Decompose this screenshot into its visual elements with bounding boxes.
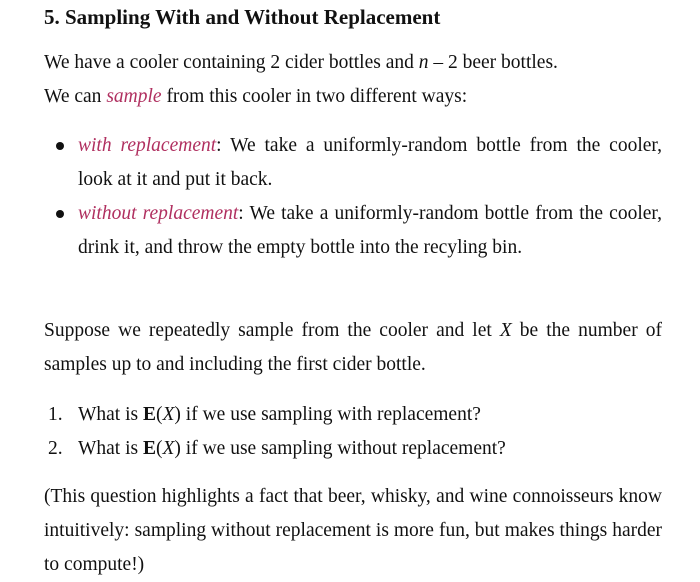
paren-close: ) <box>174 438 181 459</box>
intro-line1-start: We have a cooler containing 2 cider bottles and <box>44 52 419 73</box>
intro-line2-end: from this cooler in two different ways: <box>161 86 468 107</box>
bullet-text: : We take a uniformly-random bottle from the cooler, look at it and put it back. <box>78 135 662 190</box>
question-start: What is <box>78 404 143 425</box>
question-item <box>44 432 662 466</box>
question-end: if we use sampling with replacement? <box>180 404 481 425</box>
list-item <box>44 197 662 265</box>
intro-line1-end: – 2 beer bottles. <box>428 52 558 73</box>
term-sample: sample <box>106 86 162 107</box>
bullet-text: : We take a uniformly-random bottle from the cooler, drink it, and throw the empty bottle into the recyling bin. <box>78 203 662 258</box>
expectation-symbol: E <box>142 404 156 425</box>
variable-x: X <box>162 438 175 459</box>
sampling-methods-list <box>44 129 662 265</box>
variable-x: X <box>162 404 175 425</box>
question-end: if we use sampling without replacement? <box>180 438 506 459</box>
term-without-replacement: without replacement <box>78 203 239 224</box>
list-item <box>44 129 662 197</box>
intro-paragraph <box>44 46 662 114</box>
note-paragraph: (This question highlights a fact that beer, whisky, and wine connoisseurs know intuitively: sampling without replacement is more fun, but makes things harder to compute!) <box>44 486 662 575</box>
suppose-end: be the number of samples up to and including the first cider bottle. <box>44 320 662 375</box>
variable-x: X <box>499 320 512 341</box>
section-title: 5. Sampling With and Without Replacement <box>44 5 441 29</box>
variable-n: n <box>418 52 429 73</box>
question-start: What is <box>78 438 143 459</box>
paren-open: ( <box>156 404 163 425</box>
question-item <box>44 398 662 432</box>
intro-line2-start: We can <box>44 86 107 107</box>
question-number: 1. <box>48 404 63 425</box>
bullet-icon <box>56 210 64 218</box>
paren-close: ) <box>174 404 181 425</box>
paren-open: ( <box>156 438 163 459</box>
term-with-replacement: with replacement <box>78 135 217 156</box>
bullet-icon <box>56 142 64 150</box>
expectation-symbol: E <box>142 438 156 459</box>
suppose-paragraph <box>44 314 662 382</box>
questions-list <box>44 398 662 466</box>
suppose-start: Suppose we repeatedly sample from the cooler and let <box>44 320 500 341</box>
question-number: 2. <box>48 438 63 459</box>
